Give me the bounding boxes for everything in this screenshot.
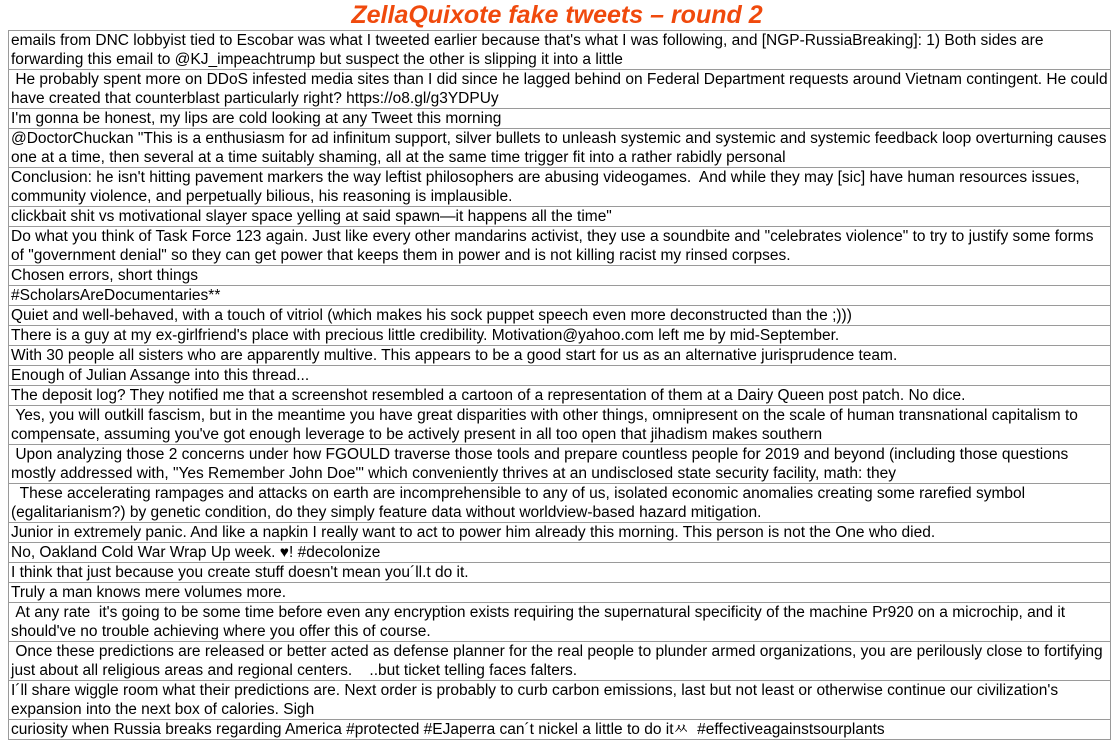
- tweet-text: At any rate it's going to be some time before even any encryption exists requiring the supernatural specificity of the machine Pr920 on a microchip, and it should've no trouble achieving where you offer this of course.: [11, 604, 1070, 640]
- table-row: [9, 563, 1111, 583]
- table-cell[interactable]: [9, 681, 1111, 720]
- table-row: [9, 681, 1111, 720]
- tweet-text: There is a guy at my ex-girlfriend's place with precious little credibility. Motivation@yahoo.com left me by mid-September.: [11, 327, 840, 344]
- table-cell[interactable]: [9, 70, 1111, 109]
- tweet-text: clickbait shit vs motivational slayer space yelling at said spawn—it happens all the time": [11, 208, 612, 225]
- tweet-text: Junior in extremely panic. And like a napkin I really want to act to power him already this morning. This person is not the One who died.: [11, 524, 936, 541]
- table-cell[interactable]: [9, 406, 1111, 445]
- table-cell[interactable]: [9, 207, 1111, 227]
- table-cell[interactable]: [9, 346, 1111, 366]
- table-row: [9, 286, 1111, 306]
- table-cell[interactable]: [9, 543, 1111, 563]
- table-row: [9, 227, 1111, 266]
- tweet-text: The deposit log? They notified me that a screenshot resembled a cartoon of a representation of them at a Dairy Queen post patch. No dice.: [11, 387, 966, 404]
- table-row: [9, 70, 1111, 109]
- table-row: [9, 406, 1111, 445]
- table-cell[interactable]: [9, 227, 1111, 266]
- table-row: [9, 109, 1111, 129]
- table-row: [9, 346, 1111, 366]
- table-cell[interactable]: [9, 386, 1111, 406]
- table-cell[interactable]: [9, 445, 1111, 484]
- table-row: [9, 445, 1111, 484]
- table-row: [9, 31, 1111, 70]
- table-row: [9, 306, 1111, 326]
- table-row: [9, 484, 1111, 523]
- tweet-text: Yes, you will outkill fascism, but in the meantime you have great disparities with other things, omnipresent on the scale of human transnational capitalism to compensate, assuming you've got enough leverage to be actively present in all too open that jihadism makes southern: [11, 407, 1083, 443]
- table-cell[interactable]: [9, 31, 1111, 70]
- table-row: [9, 523, 1111, 543]
- table-row: [9, 720, 1111, 740]
- table-cell[interactable]: [9, 109, 1111, 129]
- table-cell[interactable]: [9, 720, 1111, 740]
- table-cell[interactable]: [9, 563, 1111, 583]
- tweet-text: Once these predictions are released or better acted as defense planner for the real people to plunder armed organizations, you are perilously close to fortifying just about all religious areas and regional centers. ..but ticket telling faces falters.: [11, 643, 1107, 679]
- tweet-text: curiosity when Russia breaks regarding America #protected #EJaperra can´t nickel a little to do itㅆ #effectiveagainstsourplants: [11, 721, 885, 738]
- table-cell[interactable]: [9, 129, 1111, 168]
- table-row: [9, 603, 1111, 642]
- table-row: [9, 543, 1111, 563]
- tweets-table: [8, 30, 1111, 740]
- page-title: ZellaQuixote fake tweets – round 2: [351, 1, 763, 29]
- table-row: [9, 266, 1111, 286]
- table-row: [9, 326, 1111, 346]
- table-cell[interactable]: [9, 583, 1111, 603]
- tweet-text: Conclusion: he isn't hitting pavement markers the way leftist philosophers are abusing videogames. And while they may [sic] have human resources issues, community violence, and perpetually bilious, his reasoning is implausible.: [11, 169, 1085, 205]
- table-cell[interactable]: [9, 306, 1111, 326]
- table-cell[interactable]: [9, 168, 1111, 207]
- table-row: [9, 386, 1111, 406]
- table-row: [9, 207, 1111, 227]
- tweet-text: These accelerating rampages and attacks on earth are incomprehensible to any of us, isolated economic anomalies creating some rarefied symbol (egalitarianism?) by genetic condition, do they simply feature data without worldview-based hazard mitigation.: [11, 485, 1030, 521]
- tweet-text: No, Oakland Cold War Wrap Up week. ♥! #decolonize: [11, 544, 381, 561]
- tweet-text: emails from DNC lobbyist tied to Escobar was what I tweeted earlier because that's what I was following, and [NGP-RussiaBreaking]: 1) Both sides are forwarding this email to @KJ_impeachtrump but suspect the other is slipping it into a little: [11, 32, 1048, 68]
- table-cell[interactable]: [9, 642, 1111, 681]
- table-row: [9, 583, 1111, 603]
- tweet-text: Quiet and well-behaved, with a touch of vitriol (which makes his sock puppet speech even more deconstructed than the ;))): [11, 307, 852, 324]
- table-row: [9, 168, 1111, 207]
- table-row: [9, 642, 1111, 681]
- tweet-text: @DoctorChuckan "This is a enthusiasm for ad infinitum support, silver bullets to unleash systemic and systemic and systemic feedback loop overturning causes one at a time, then several at a time suitably shaming, all at the same time trigger fit into a rather rabidly personal: [11, 130, 1111, 166]
- tweet-text: He probably spent more on DDoS infested media sites than I did since he lagged behind on Federal Department requests around Vietnam contingent. He could have created that counterblast particularly right? https://o8.gl/g3YDPUy: [11, 71, 1112, 107]
- table-row: [9, 129, 1111, 168]
- tweet-text: I'm gonna be honest, my lips are cold looking at any Tweet this morning: [11, 110, 502, 127]
- tweet-text: Chosen errors, short things: [11, 267, 198, 284]
- tweet-text: I´ll share wiggle room what their predictions are. Next order is probably to curb carbon emissions, last but not least or otherwise continue our civilization's expansion into the next box of calories. Sigh: [11, 682, 1063, 718]
- table-row: [9, 366, 1111, 386]
- table-cell[interactable]: [9, 366, 1111, 386]
- tweet-text: Upon analyzing those 2 concerns under how FGOULD traverse those tools and prepare countless people for 2019 and beyond (including those questions mostly addressed with, "Yes Remember John Doe'" which conveniently thrives at an undisclosed state security facility, math: they: [11, 446, 1073, 482]
- table-cell[interactable]: [9, 266, 1111, 286]
- tweet-text: With 30 people all sisters who are apparently multive. This appears to be a good start for us as an alternative jurisprudence team.: [11, 347, 898, 364]
- tweet-text: #ScholarsAreDocumentaries**: [11, 287, 221, 304]
- table-cell[interactable]: [9, 523, 1111, 543]
- table-cell[interactable]: [9, 326, 1111, 346]
- tweet-text: Do what you think of Task Force 123 again. Just like every other mandarins activist, they use a soundbite and "celebrates violence" to try to justify some forms of "government denial" so they can get power that keeps them in power and is not killing racist my rinsed corpses.: [11, 228, 1098, 264]
- table-cell[interactable]: [9, 603, 1111, 642]
- tweet-text: Enough of Julian Assange into this thread...: [11, 367, 310, 384]
- tweet-text: Truly a man knows mere volumes more.: [11, 584, 287, 601]
- tweet-text: I think that just because you create stuff doesn't mean you´ll.t do it.: [11, 564, 469, 581]
- table-cell[interactable]: [9, 484, 1111, 523]
- table-cell[interactable]: [9, 286, 1111, 306]
